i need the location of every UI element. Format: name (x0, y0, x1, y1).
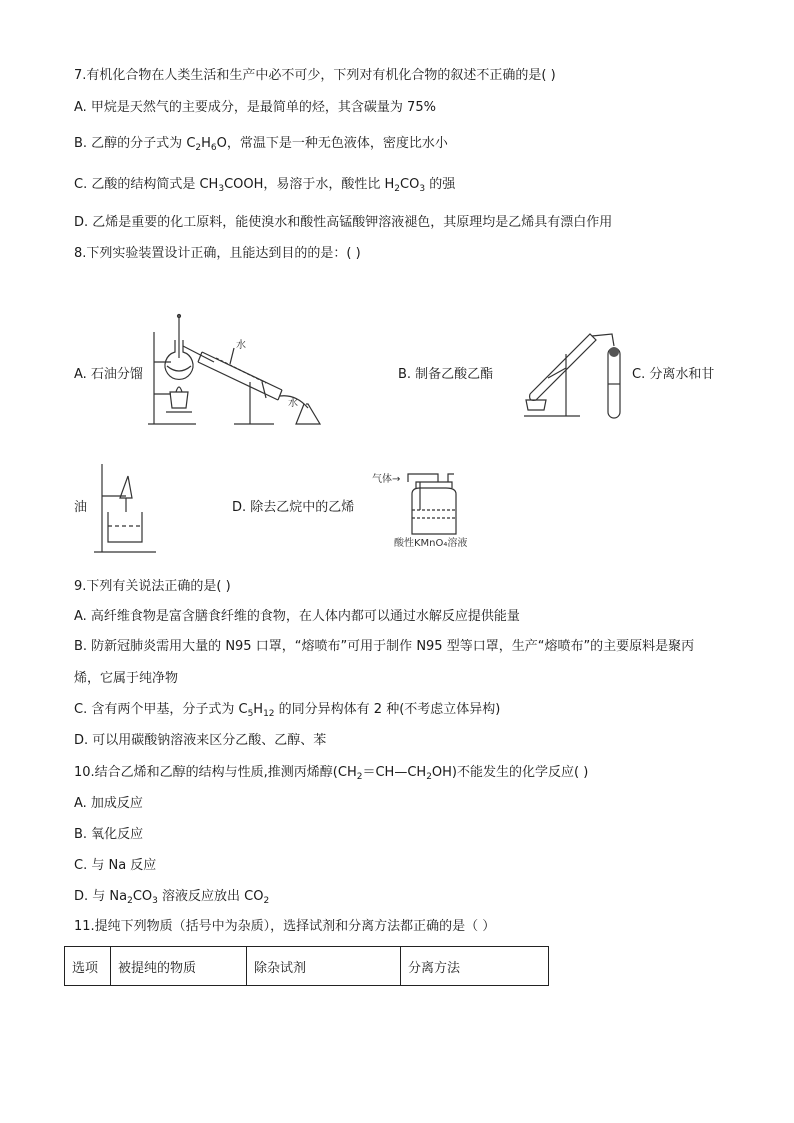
q8-figure-a-water-out-label: 水 (288, 398, 298, 409)
q8-option-c-label: C. 分离水和甘 (632, 367, 715, 382)
table-header-row (65, 947, 549, 986)
q8-figure-a-distillation (146, 312, 346, 432)
q8-option-a-label: A. 石油分馏 (74, 367, 143, 382)
q8-figure-a-water-in-label: 水 (236, 340, 246, 351)
q11-stem: 11.提纯下列物质（括号中为杂质），选择试剂和分离方法都正确的是（ ） (74, 919, 496, 934)
q9-option-b-line2: 烯，它属于纯净物 (74, 671, 179, 686)
table-header-option: 选项 (65, 947, 111, 986)
q7-stem: 7.有机化合物在人类生活和生产中必不可少，下列对有机化合物的叙述不正确的是( ) (74, 68, 556, 83)
q7-option-a: A. 甲烷是天然气的主要成分，是最简单的烃，其含碳量为 75% (74, 100, 436, 115)
q10-option-b: B. 氧化反应 (74, 827, 144, 842)
table-header-reagent: 除杂试剂 (247, 947, 401, 986)
q8-figure-b-ester-prep (518, 326, 628, 422)
q9-stem: 9.下列有关说法正确的是( ) (74, 579, 231, 594)
q8-option-d-label: D. 除去乙烷中的乙烯 (232, 500, 355, 515)
table-header-method: 分离方法 (401, 947, 549, 986)
table-header-substance: 被提纯的物质 (111, 947, 247, 986)
q10-option-c: C. 与 Na 反应 (74, 858, 157, 873)
q8-figure-d-gas-label: 气体→ (372, 474, 401, 485)
q8-option-b-label: B. 制备乙酸乙酯 (398, 367, 494, 382)
q8-figure-d-gas-wash-bottle (368, 470, 488, 550)
q9-option-a: A. 高纤维食物是富含膳食纤维的食物，在人体内都可以通过水解反应提供能量 (74, 609, 520, 624)
q8-option-c-continuation: 油 (74, 500, 88, 515)
q7-option-c: C. 乙酸的结构简式是 $CH_3COOH$，易溶于水，酸性比 $H_2CO_3$ 的强 (74, 177, 456, 194)
q8-stem: 8.下列实验装置设计正确，且能达到目的的是：( ) (74, 246, 361, 261)
q10-option-a: A. 加成反应 (74, 796, 143, 811)
q9-option-d: D. 可以用碳酸钠溶液来区分乙酸、乙醇、苯 (74, 733, 327, 748)
q11-table (64, 946, 549, 986)
q10-option-d: D. 与 $Na_2CO_3$ 溶液反应放出 $CO_2$ (74, 889, 270, 906)
q7-option-d: D. 乙烯是重要的化工原料，能使溴水和酸性高锰酸钾溶液褪色，其原理均是乙烯具有漂白作用 (74, 215, 613, 230)
q9-option-b-line1: B. 防新冠肺炎需用大量的 N95 口罩，“熔喷布”可用于制作 N95 型等口罩，生产“熔喷布”的主要原料是聚丙 (74, 639, 695, 654)
q7-option-b: B. 乙醇的分子式为 $C_2H_6O$，常温下是一种无色液体，密度比水小 (74, 136, 448, 153)
q8-figure-c-separatory-funnel (92, 462, 162, 558)
q10-stem: 10.结合乙烯和乙醇的结构与性质,推测丙烯醇$(CH_2=CH—CH_2OH)$不能发生的化学反应( ) (74, 765, 589, 782)
q8-figure-d-solution-label: 酸性KMnO₄溶液 (394, 538, 468, 549)
q9-option-c: C. 含有两个甲基，分子式为 $C_5H_{12}$ 的同分异构体有 2 种(不考虑立体异构) (74, 702, 501, 719)
